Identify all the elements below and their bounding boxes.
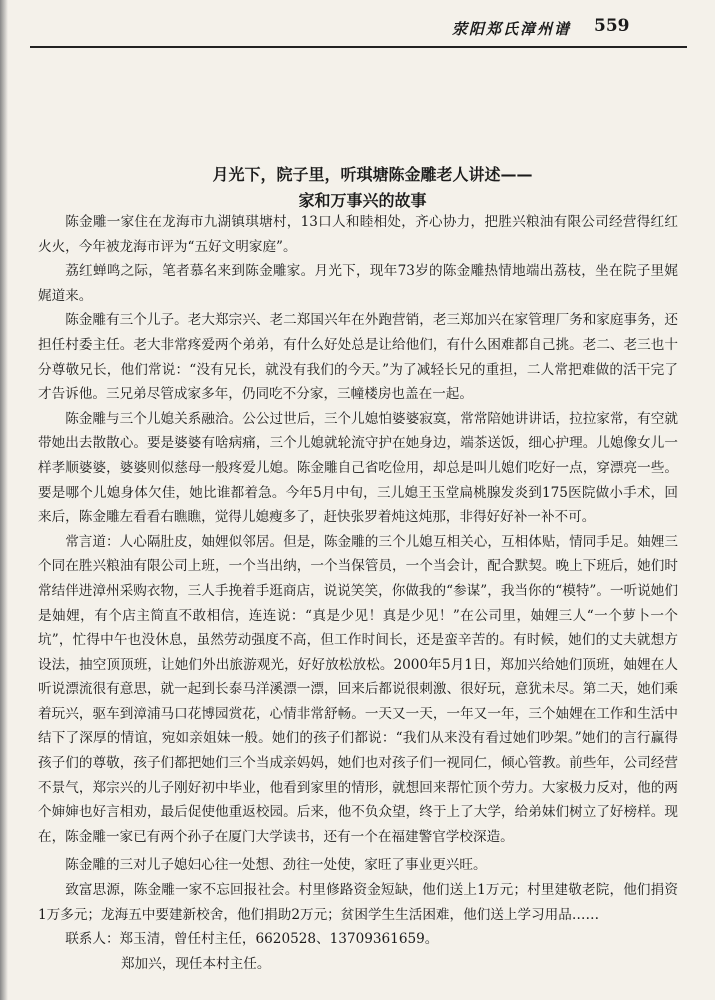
contact-line: 联系人：郑玉清，曾任村主任，6620528、13709361659。 — [65, 931, 439, 948]
book-title: 荥阳郑氏漳州谱 — [452, 20, 572, 38]
article-title-line2: 家和万事兴的故事 — [298, 191, 427, 210]
paragraph: 陈金雕一家住在龙海市九湖镇琪塘村，13口人和睦相处，齐心协力，把胜兴粮油有限公司经营得红红火火，今年被龙海市评为“五好文明家庭”。 — [38, 214, 678, 255]
page-number: 559 — [594, 16, 630, 36]
article-title-line1: 月光下，院子里，听琪塘陈金雕老人讲述—— — [212, 165, 533, 184]
article-body — [38, 210, 678, 976]
paragraph: 致富思源，陈金雕一家不忘回报社会。村里修路资金短缺，他们送上1万元；村里建敬老院，他们捐资1万多元；龙海五中要建新校舍，他们捐助2万元；贫困学生生活困难，他们送上学习用品…… — [38, 882, 678, 923]
paragraph: 常言道：人心隔肚皮，妯娌似邻居。但是，陈金雕的三个儿媳互相关心，互相体贴，情同手足。妯娌三个同在胜兴粮油有限公司上班，一个当出纳，一个当保管员，一个当会计，配合默契。晚上下班后，她们时常结伴进漳州采购衣物，三人手挽着手逛商店，说说笑笑，你做我的“参谋”，我当你的“模特”。一听说她们是妯娌，有个店主简直不敢相信，连连说：“真是少见！真是少见！”在公司里，妯娌三人“一个萝卜一个坑”，忙得中午也没休息，虽然劳动强度不高，但工作时间长，还是蛮辛苦的。有时候，她们的丈夫就想方设法，抽空顶顶班，让她们外出旅游观光，好好放松放松。2000年5月1日，郑加兴给她们顶班，妯娌在人听说漂流很有意思，就一起到长泰马洋溪漂一漂，回来后都说很刺激、很好玩，意犹未尽。第二天，她们乘着玩兴，驱车到漳浦马口花博园赏花，心情非常舒畅。一天又一天，一年又一年，三个妯娌在工作和生活中结下了深厚的情谊，宛如亲姐妹一般。她们的孩子们都说：“我们从来没有看过她们吵架。”她们的言行赢得孩子们的尊敬，孩子们都把她们三个当成亲妈妈，她们也对孩子们一视同仁，倾心管教。前些年，公司经营不景气，郑宗兴的儿子刚好初中毕业，他看到家里的情形，就想回来帮忙顶个劳力。大家极力反对，他的两个婶婶也好言相劝，最后促使他重返校园。后来，他不负众望，终于上了大学，给弟妹们树立了好榜样。现在，陈金雕一家已有两个孙子在厦门大学读书，还有一个在福建警官学校深造。 — [38, 533, 678, 845]
paragraph: 陈金雕的三对儿子媳妇心往一处想、劲往一处使，家旺了事业更兴旺。 — [65, 857, 487, 874]
article-title — [0, 162, 715, 214]
contact-line: 郑加兴，现任本村主任。 — [120, 955, 271, 972]
header-divider — [30, 46, 687, 48]
paragraph: 荔红蝉鸣之际，笔者慕名来到陈金雕家。月光下，现年73岁的陈金雕热情地端出荔枝，坐在院子里娓娓道来。 — [38, 263, 678, 304]
paragraph: 陈金雕与三个儿媳关系融洽。公公过世后，三个儿媳怕婆婆寂寞，常常陪她讲讲话，拉拉家常，有空就带她出去散散心。要是婆婆有啥病痛，三个儿媳就轮流守护在她身边，端茶送饭，细心护理。儿媳像女儿一样孝顺婆婆，婆婆则似慈母一般疼爱儿媳。陈金雕自己省吃俭用，却总是叫儿媳们吃好一点，穿漂亮一些。要是哪个儿媳身体欠佳，她比谁都着急。今年5月中旬，三儿媳王玉堂扁桃腺发炎到175医院做小手术，回来后，陈金雕左看看右瞧瞧，觉得儿媳瘦多了，赶快张罗着炖这炖那，非得好好补一补不可。 — [38, 410, 678, 526]
page-binding-shadow — [0, 0, 8, 1000]
paragraph: 陈金雕有三个儿子。老大郑宗兴、老二郑国兴年在外跑营销，老三郑加兴在家管理厂务和家庭事务，还担任村委主任。老大非常疼爱两个弟弟，有什么好处总是让给他们，有什么困难都自己挑。老二、老三也十分尊敬兄长，他们常说：“没有兄长，就没有我们的今天。”为了减轻长兄的重担，二人常把难做的活干完了才告诉他。三兄弟尽管成家多年，仍同吃不分家，三幢楼房也盖在一起。 — [38, 312, 678, 403]
running-header — [0, 0, 715, 50]
